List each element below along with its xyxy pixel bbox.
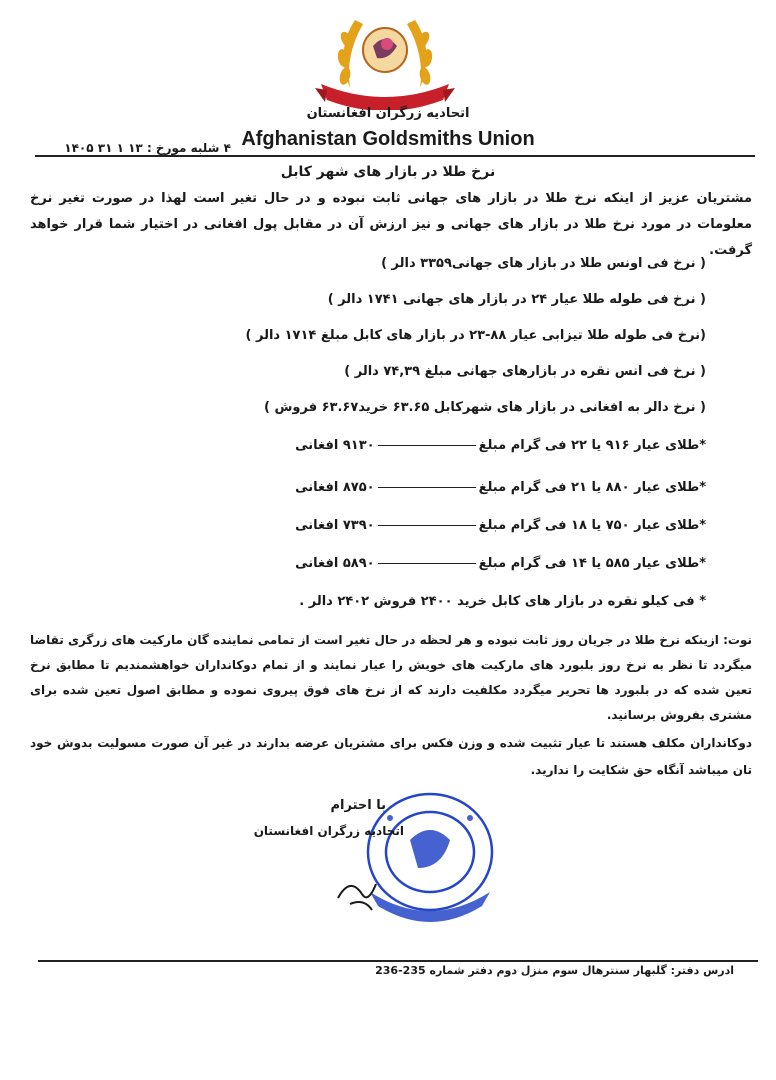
document-title: نرخ طلا در بازار های شهر کابل: [280, 164, 496, 180]
leader-line: [378, 563, 476, 564]
intro-paragraph: مشتریان عزیز از اینکه نرخ طلا در بازار های جهانی ثابت نبوده و در حال تغیر است لهذا در صورت تغیر نرخ معلومات در مورد نرخ طلا در بازار های جهانی و نیز ارزش آن در مقابل پول افغانی در اختیار شما قرار خواهد گرفت.: [30, 191, 752, 258]
shopkeeper-duty-paragraph: دوکانداران مکلف هستند تا عیار تثبیت شده و وزن فکس برای مشتریان عرضه بدارند در غیر آن صورت مسولیت بدوش خود تان میباشد آنگاه حق شکایت را ندارید.: [30, 736, 752, 777]
rate-silver-ounce: ( نرخ فی انس نقره در بازارهای جهانی مبلغ ۷۴,۳۹ دالر ): [344, 364, 706, 379]
document-date: ۴ شلبه مورخ : ۱۳ ۱ ۳۱ ۱۴۰۵: [64, 141, 231, 155]
karat-price-row: [295, 480, 706, 495]
karat-price: ۸۷۵۰ افغانی: [295, 480, 375, 495]
karat-price-row: [295, 518, 706, 533]
rate-ounce-world: ( نرخ فی اونس طلا در بازار های جهانی۳۳۵۹ دالر ): [381, 256, 706, 271]
silver-kilo-rate: * فی کیلو نقره در بازار های کابل خرید ۲۴۰۰ فروش ۲۴۰۲ دالر .: [299, 594, 706, 609]
office-address: ادرس دفتر: گلبهار سنترهال سوم منزل دوم دفتر شماره 235-236: [375, 964, 734, 977]
karat-label: *طلای عیار ۷۵۰ یا ۱۸ فی گرام مبلغ: [478, 518, 706, 533]
karat-label: *طلای عیار ۵۸۵ یا ۱۴ فی گرام مبلغ: [478, 556, 706, 571]
footer-divider: [38, 960, 758, 962]
rate-tola-kabul: (نرخ فی طوله طلا تیزابی عیار ۸۸-۲۳ در بازار های کابل مبلغ ۱۷۱۴ دالر ): [245, 328, 706, 343]
karat-price-row: [295, 556, 706, 571]
union-name-english: Afghanistan Goldsmiths Union: [241, 128, 535, 150]
header-divider: [35, 155, 755, 157]
signatory-organization: اتحادیه زرگران افغانستان: [253, 824, 404, 838]
leader-line: [378, 445, 476, 446]
closing-regards: با احترام: [330, 798, 386, 813]
karat-label: *طلای عیار ۸۸۰ یا ۲۱ فی گرام مبلغ: [478, 480, 706, 495]
karat-price: ۹۱۳۰ افغانی: [295, 438, 375, 453]
leader-line: [378, 487, 476, 488]
leader-line: [378, 525, 476, 526]
union-name-farsi: اتحادیه زرگران افغانستان: [306, 106, 470, 121]
union-logo-icon: [315, 10, 455, 110]
rate-tola-24k-world: ( نرخ فی طوله طلا عیار ۲۴ در بازار های جهانی ۱۷۴۱ دالر ): [327, 292, 706, 307]
karat-price: ۷۳۹۰ افغانی: [295, 518, 375, 533]
rate-dollar-afghani: ( نرخ دالر به افغانی در بازار های شهرکابل ۶۳.۶۵ خرید۶۳.۶۷ فروش ): [264, 400, 706, 415]
note-paragraph: نوت: ازینکه نرخ طلا در جریان روز ثابت نبوده و هر لحظه در حال تغیر است از تمامی نماینده گان مارکیت های زرگری تقاضا میگردد تا نظر به نرخ روز بلبورد های مارکیت های خویش را عیار نمایند و از تمام دوکانداران خواهشمندیم تا مطابق نرخ تعین شده که در بلبورد ها تحریر میگردد مکلفیت دارند که از نرخ های فوق پیروی نموده و مطابق اصول تعین شده برای مشتری بفروش برسانید.: [30, 633, 752, 722]
karat-price-row: [295, 438, 706, 453]
karat-price: ۵۸۹۰ افغانی: [295, 556, 375, 571]
karat-label: *طلای عیار ۹۱۶ یا ۲۲ فی گرام مبلغ: [478, 438, 706, 453]
